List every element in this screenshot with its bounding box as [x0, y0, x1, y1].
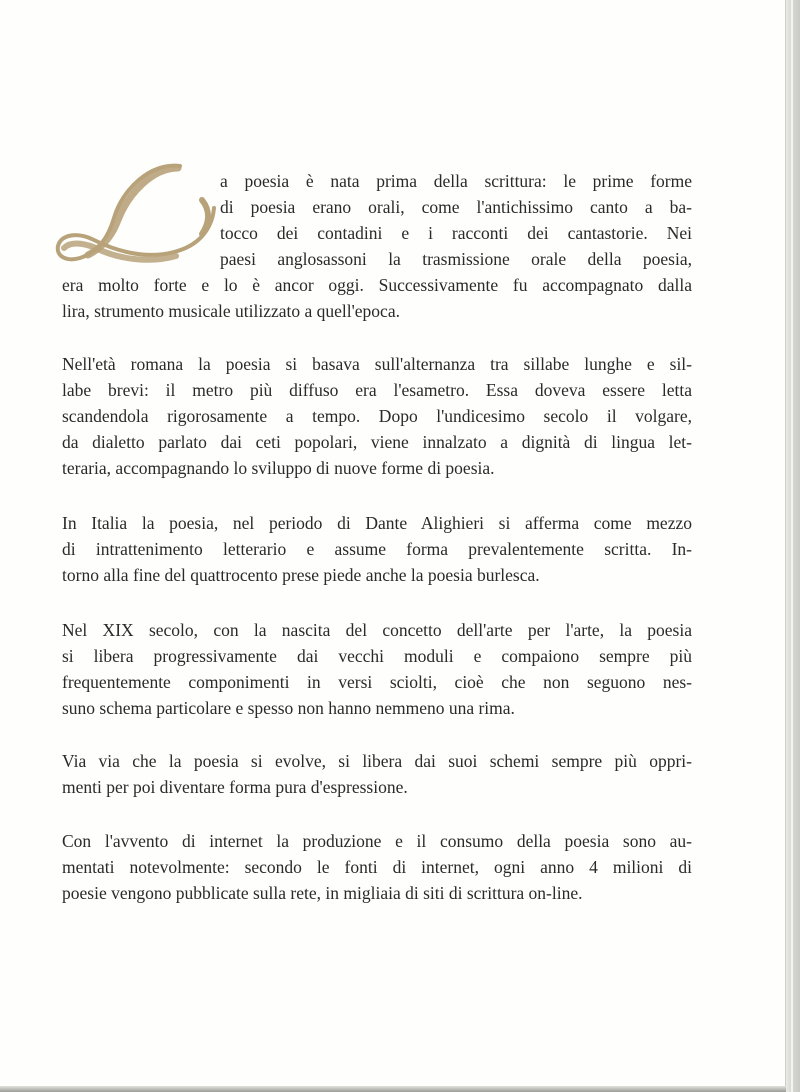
text-line: poesie vengono pubblicate sulla rete, in migliaia di siti di scrittura on-line.: [62, 883, 583, 903]
paragraph-2: [62, 351, 692, 481]
page-right-edge: [785, 0, 800, 1092]
text-line: suno schema particolare e spesso non hanno nemmeno una rima.: [62, 698, 515, 718]
text-line: Nel XIX secolo, con la nascita del concetto dell'arte per l'arte, la poesia: [62, 620, 692, 640]
paragraph-4: [62, 617, 692, 721]
text-line: tocco dei contadini e i racconti dei cantastorie. Nei: [220, 223, 692, 243]
paragraph-1: [62, 168, 692, 324]
text-line: mentati notevolmente: secondo le fonti di internet, ogni anno 4 milioni di: [62, 857, 692, 877]
text-line: labe brevi: il metro più diffuso era l'esametro. Essa doveva essere letta: [62, 380, 692, 400]
text-line: paesi anglosassoni la trasmissione orale della poesia,: [220, 249, 692, 269]
text-line: a poesia è nata prima della scrittura: le prime forme: [220, 171, 692, 191]
text-line: si libera progressivamente dai vecchi moduli e compaiono sempre più: [62, 646, 692, 666]
text-line: torno alla fine del quattrocento prese piede anche la poesia burlesca.: [62, 565, 540, 585]
text-line: Nell'età romana la poesia si basava sull'alternanza tra sillabe lunghe e sil-: [62, 354, 692, 374]
text-line: era molto forte e lo è ancor oggi. Successivamente fu accompagnato dalla: [62, 275, 692, 295]
paragraph-3: [62, 510, 692, 588]
text-line: teraria, accompagnando lo sviluppo di nuove forme di poesia.: [62, 458, 495, 478]
page-bottom-edge: [0, 1086, 786, 1092]
text-line: da dialetto parlato dai ceti popolari, viene innalzato a dignità di lingua let-: [62, 432, 692, 452]
text-line: frequentemente componimenti in versi sciolti, cioè che non seguono nes-: [62, 672, 692, 692]
text-line: di intrattenimento letterario e assume forma prevalentemente scritta. In-: [62, 539, 692, 559]
paragraph-5: [62, 748, 692, 800]
text-line: scandendola rigorosamente a tempo. Dopo l'undicesimo secolo il volgare,: [62, 406, 692, 426]
text-line: Via via che la poesia si evolve, si libera dai suoi schemi sempre più oppri-: [62, 751, 692, 771]
paragraph-6: [62, 828, 692, 906]
text-line: menti per poi diventare forma pura d'espressione.: [62, 777, 408, 797]
text-line: Con l'avvento di internet la produzione e il consumo della poesia sono au-: [62, 831, 692, 851]
text-line: di poesia erano orali, come l'antichissimo canto a ba-: [220, 197, 692, 217]
text-line: lira, strumento musicale utilizzato a quell'epoca.: [62, 301, 400, 321]
text-line: In Italia la poesia, nel periodo di Dante Alighieri si afferma come mezzo: [62, 513, 692, 533]
